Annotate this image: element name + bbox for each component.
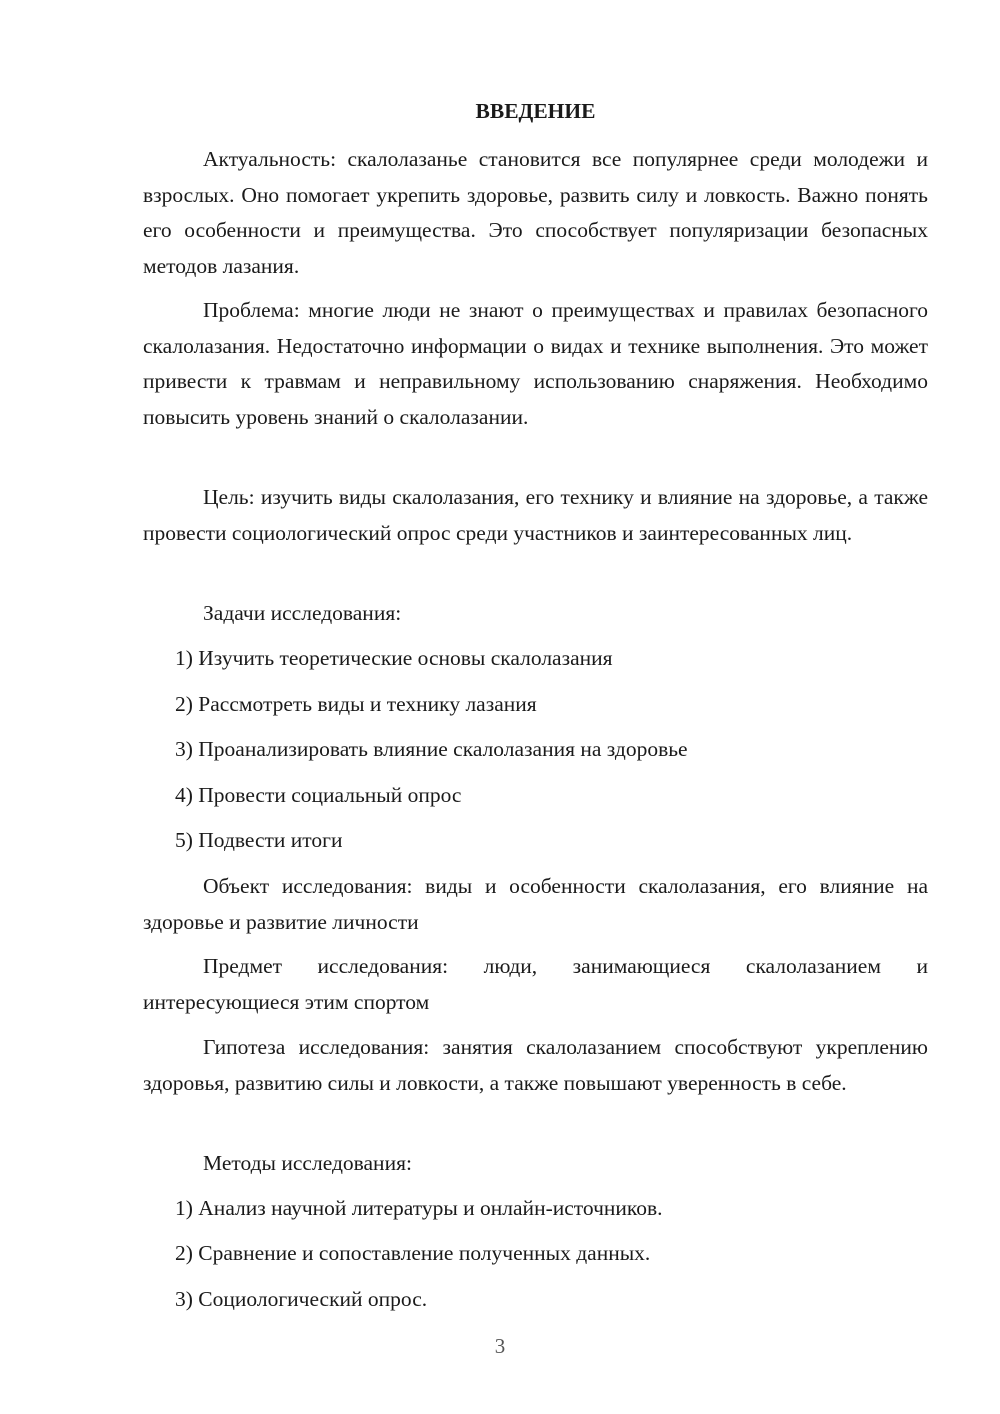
task-item-3: 3) Проанализировать влияние скалолазания на здоровье [175,737,688,761]
task-item-1: 1) Изучить теоретические основы скалолазания [175,646,613,670]
methods-heading: Методы исследования: [203,1151,412,1175]
task-item-4: 4) Провести социальный опрос [175,783,462,807]
page-title: ВВЕДЕНИЕ [475,99,596,123]
tasks-heading: Задачи исследования: [203,601,402,625]
task-item-5: 5) Подвести итоги [175,828,343,852]
page-number: 3 [494,1334,506,1358]
relevance-paragraph: Актуальность: скалолазанье становится все популярнее среди молодежи и взрослых. Оно помогает укрепить здоровье, развить силу и ловкость. Важно понять его особенности и преимущества. Это способствует популяризации безопасных методов лазания. [143,147,928,278]
method-item-3: 3) Социологический опрос. [175,1287,428,1311]
goal-paragraph: Цель: изучить виды скалолазания, его технику и влияние на здоровье, а также провести социологический опрос среди участников и заинтересованных лиц. [143,485,928,545]
method-item-1: 1) Анализ научной литературы и онлайн-источников. [175,1196,663,1220]
task-item-2: 2) Рассмотреть виды и технику лазания [175,692,537,716]
object-paragraph: Объект исследования: виды и особенности скалолазания, его влияние на здоровье и развитие личности [143,874,928,934]
hypothesis-paragraph: Гипотеза исследования: занятия скалолазанием способствуют укреплению здоровья, развитию силы и ловкости, а также повышают уверенность в себе. [143,1035,928,1095]
subject-paragraph: Предмет исследования: люди, занимающиеся скалолазанием и интересующиеся этим спортом [143,954,928,1014]
method-item-2: 2) Сравнение и сопоставление полученных данных. [175,1241,651,1265]
problem-paragraph: Проблема: многие люди не знают о преимуществах и правилах безопасного скалолазания. Недостаточно информации о видах и технике выполнения. Это может привести к травмам и неправильному использованию снаряжения. Необходимо повысить уровень знаний о скалолазании. [143,298,928,429]
